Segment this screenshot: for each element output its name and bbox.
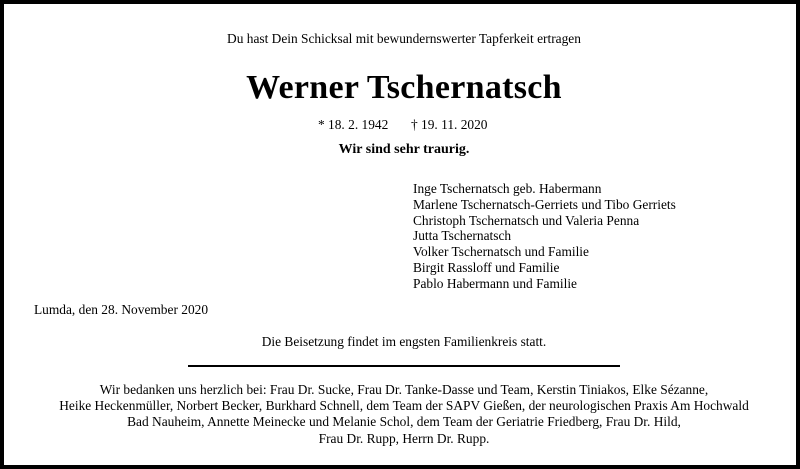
mourner-entry: Christoph Tschernatsch und Valeria Penna	[413, 212, 640, 228]
acknowledgement-line: Frau Dr. Rupp, Herrn Dr. Rupp.	[318, 430, 490, 446]
mourner-entry: Jutta Tschernatsch	[413, 228, 512, 244]
mourner-entry: Pablo Habermann und Familie	[413, 275, 578, 291]
death-date: † 19. 11. 2020	[411, 117, 488, 132]
mourner-entry: Birgit Rassloff und Familie	[413, 259, 560, 275]
acknowledgements	[4, 382, 800, 447]
acknowledgement-line: Bad Nauheim, Annette Meinecke und Melanie Schol, dem Team der Geriatrie Friedberg, Frau Dr. Hild,	[127, 414, 681, 430]
place-and-date: Lumda, den 28. November 2020	[34, 302, 209, 317]
motto-text: Du hast Dein Schicksal mit bewundernswerter Tapferkeit ertragen	[227, 31, 581, 46]
mourner-entry: Volker Tschernatsch und Familie	[413, 244, 589, 260]
deceased-name: Werner Tschernatsch	[246, 69, 562, 106]
mourner-entry: Marlene Tschernatsch-Gerriets und Tibo Gerriets	[413, 196, 676, 212]
condolence-statement: Wir sind sehr traurig.	[338, 142, 470, 157]
acknowledgement-line: Heike Heckenmüller, Norbert Becker, Burkhard Schnell, dem Team der SAPV Gießen, der neurologischen Praxis Am Hochwald	[59, 398, 749, 414]
acknowledgement-line: Wir bedanken uns herzlich bei: Frau Dr. Sucke, Frau Dr. Tanke-Dasse und Team, Kerstin Tiniakos, Elke Sézanne,	[99, 382, 709, 397]
mourner-entry: Inge Tschernatsch geb. Habermann	[413, 181, 602, 196]
burial-note: Die Beisetzung findet im engsten Familienkreis statt.	[261, 334, 547, 349]
birth-date: * 18. 2. 1942	[318, 117, 389, 132]
divider-line	[188, 365, 620, 367]
mourners-list	[413, 181, 676, 292]
